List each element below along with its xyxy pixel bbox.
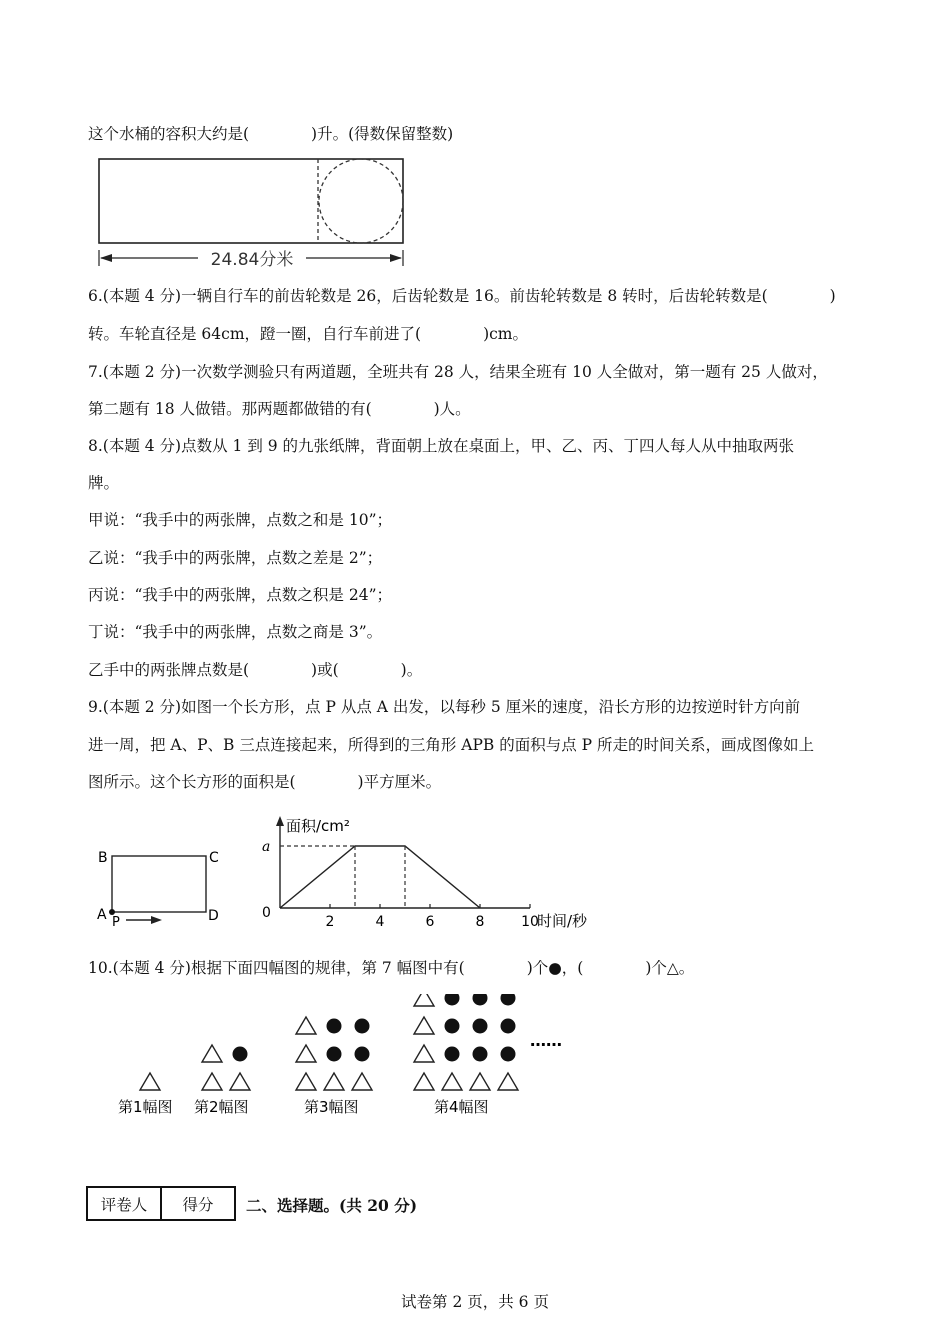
q10-fig4-triangle <box>414 1073 434 1090</box>
q10-fig3-dot <box>355 1019 370 1034</box>
q10-line-1: 10.(本题 4 分)根据下面四幅图的规律，第 7 幅图中有( )个●，( )个△。 <box>88 959 695 977</box>
chart-x-tick-label-4: 4 <box>375 914 385 930</box>
grader-cell: 评卷人 <box>87 1187 161 1220</box>
q10-fig2-triangle <box>230 1073 250 1090</box>
q10-fig4-dot <box>445 994 460 1006</box>
q9-area-time-chart <box>258 812 608 938</box>
q10-fig4-triangle <box>442 1073 462 1090</box>
q10-fig1-triangle <box>140 1073 160 1090</box>
q6-line-2: 转。车轮直径是 64cm，蹬一圈，自行车前进了( )cm。 <box>88 325 529 343</box>
q5-arrow-left <box>100 254 112 262</box>
q10-fig4-dot <box>473 994 488 1006</box>
q10-fig3-triangle <box>296 1045 316 1062</box>
section-2-title: 二、选择题。(共 20 分) <box>246 1196 418 1215</box>
q10-fig4-dot <box>501 1047 516 1062</box>
q9-line-2: 进一周，把 A、P、B 三点连接起来，所得到的三角形 APB 的面积与点 P 所走的时间关系，画成图像如上 <box>88 736 815 754</box>
q10-fig4-dot <box>501 994 516 1006</box>
q7-line-1: 7.(本题 2 分)一次数学测验只有两道题，全班共有 28 人，结果全班有 10 人全做对，第一题有 25 人做对， <box>88 363 828 381</box>
chart-y-tick-a: a <box>262 839 271 855</box>
chart-x-tick-label-2: 2 <box>325 914 335 930</box>
grader-score-table <box>86 1186 236 1221</box>
chart-y-label: 面积/cm² <box>286 817 350 835</box>
q10-pattern-figure <box>108 994 588 1124</box>
q10-fig3-dot <box>327 1047 342 1062</box>
q10-fig4-triangle <box>414 994 434 1006</box>
q10-caption-1: 第1幅图 <box>118 1098 173 1116</box>
q10-fig4-triangle <box>470 1073 490 1090</box>
q5-bucket-figure <box>94 154 410 274</box>
q9-rectangle <box>112 856 206 912</box>
q10-fig3-dot <box>355 1047 370 1062</box>
q10-fig4-dot <box>473 1019 488 1034</box>
q10-fig4-dot <box>473 1047 488 1062</box>
q6-line-1: 6.(本题 4 分)一辆自行车的前齿轮数是 26，后齿轮数是 16。前齿轮转数是 8 转时，后齿轮转数是( ) <box>88 287 836 305</box>
q10-fig4-dot <box>501 1019 516 1034</box>
q10-caption-4: 第4幅图 <box>434 1098 489 1116</box>
q10-fig4-dot <box>445 1047 460 1062</box>
q8-line-1: 8.(本题 4 分)点数从 1 到 9 的九张纸牌，背面朝上放在桌面上，甲、乙、丙、丁四人每人从中抽取两张 <box>88 437 795 455</box>
q8-line-2: 牌。 <box>88 474 120 492</box>
q9-direction-arrow-head <box>151 916 162 924</box>
q5-length-label: 24.84分米 <box>210 250 294 270</box>
q9-rectangle-figure <box>92 842 232 934</box>
q8-statement-yi: 乙说：“我手中的两张牌，点数之差是 2”； <box>88 549 383 567</box>
chart-x-tick-label-10: 10 <box>521 914 539 930</box>
chart-y-axis-arrow <box>276 816 284 826</box>
q9-line-1: 9.(本题 2 分)如图一个长方形，点 P 从点 A 出发，以每秒 5 厘米的速度，沿长方形的边按逆时针方向前 <box>88 698 801 716</box>
q10-fig2-dot <box>233 1047 248 1062</box>
q8-statement-jia: 甲说：“我手中的两张牌，点数之和是 10”； <box>88 511 392 529</box>
q8-statement-bing: 丙说：“我手中的两张牌，点数之积是 24”； <box>88 586 392 604</box>
q10-fig2-triangle <box>202 1045 222 1062</box>
q10-caption-2: 第2幅图 <box>194 1098 249 1116</box>
q10-fig4-triangle <box>414 1017 434 1034</box>
q9-label-c: C <box>209 850 219 866</box>
page-footer: 试卷第 2 页，共 6 页 <box>401 1293 549 1311</box>
score-cell: 得分 <box>161 1187 235 1220</box>
q10-fig3-dot <box>327 1019 342 1034</box>
chart-x-label: 时间/秒 <box>537 912 588 930</box>
chart-series-line <box>280 846 480 908</box>
q9-label-a: A <box>97 907 107 923</box>
q10-caption-3: 第3幅图 <box>304 1098 359 1116</box>
q9-point-a <box>109 909 115 915</box>
chart-x-tick-label-0: 0 <box>262 905 271 921</box>
q5-rectangle <box>99 159 403 243</box>
q9-label-p: P <box>112 915 120 930</box>
q9-label-b: B <box>98 850 108 866</box>
q10-fig3-triangle <box>352 1073 372 1090</box>
q10-fig3-triangle <box>324 1073 344 1090</box>
q10-fig4-triangle <box>414 1045 434 1062</box>
q10-fig2-triangle <box>202 1073 222 1090</box>
q7-line-2: 第二题有 18 人做错。那两题都做错的有( )人。 <box>88 400 471 418</box>
chart-x-tick-label-6: 6 <box>425 914 435 930</box>
q10-fig4-dot <box>445 1019 460 1034</box>
q8-statement-ding: 丁说：“我手中的两张牌，点数之商是 3”。 <box>88 623 383 641</box>
q5-arrow-right <box>390 254 402 262</box>
q8-question: 乙手中的两张牌点数是( )或( )。 <box>88 661 423 679</box>
q5-dashed-circle <box>319 159 403 243</box>
q5-question-tail: 这个水桶的容积大约是( )升。(得数保留整数) <box>88 125 454 143</box>
q10-fig3-triangle <box>296 1073 316 1090</box>
q9-line-3: 图所示。这个长方形的面积是( )平方厘米。 <box>88 773 442 791</box>
chart-x-tick-label-8: 8 <box>475 914 485 930</box>
q10-ellipsis: …… <box>530 1031 562 1050</box>
q10-fig4-triangle <box>498 1073 518 1090</box>
q9-label-d: D <box>208 908 219 924</box>
q10-fig3-triangle <box>296 1017 316 1034</box>
